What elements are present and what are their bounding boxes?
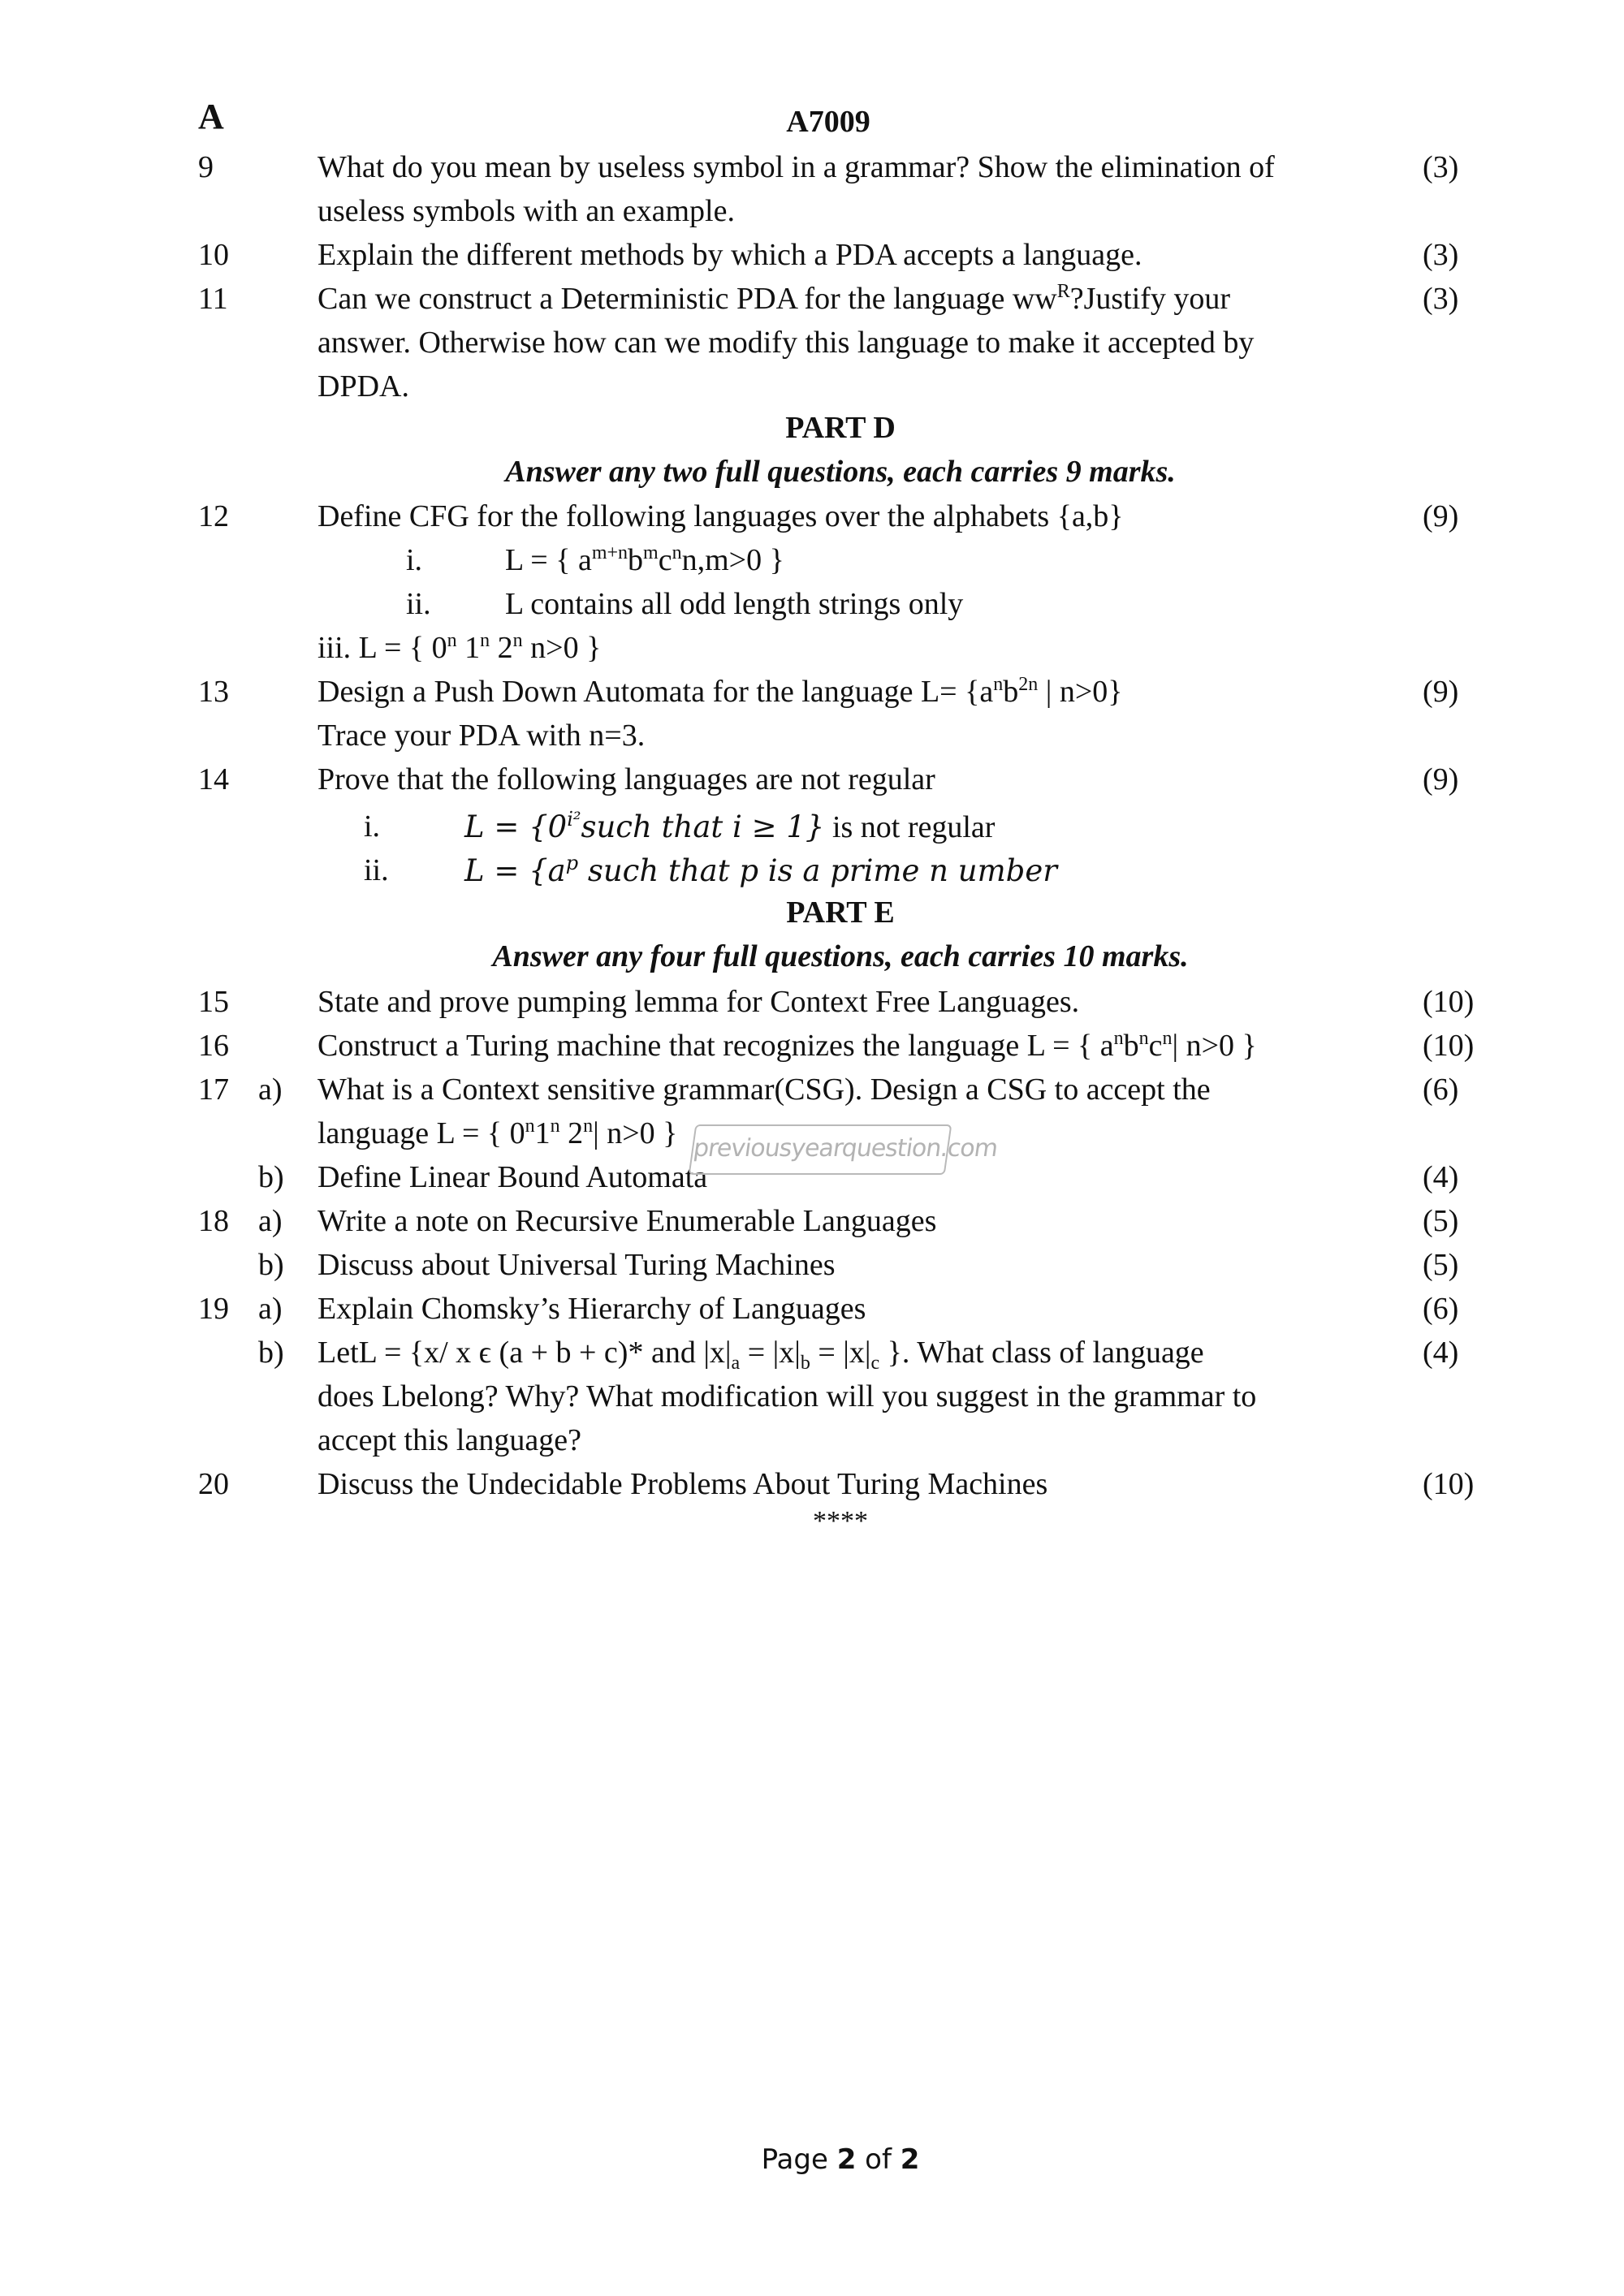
marks: (9) bbox=[1423, 762, 1459, 796]
question-text: Explain the different methods by which a PDA accepts a language. bbox=[317, 238, 1142, 272]
subpart-label: a) bbox=[258, 1292, 283, 1326]
marks: (3) bbox=[1423, 150, 1459, 184]
marks: (10) bbox=[1423, 1467, 1475, 1501]
question-number: 17 bbox=[198, 1072, 229, 1107]
subpart-label: ii. bbox=[406, 587, 431, 621]
question-number: 14 bbox=[198, 762, 229, 796]
marks: (4) bbox=[1423, 1160, 1459, 1194]
subpart-label: a) bbox=[258, 1072, 283, 1107]
question-text: State and prove pumping lemma for Context Free Languages. bbox=[317, 985, 1080, 1019]
part-e-instruction: Answer any four full questions, each carries 10 marks. bbox=[492, 939, 1189, 973]
question-number: 9 bbox=[198, 150, 214, 184]
question-text: Define CFG for the following languages over the alphabets {a,b} bbox=[317, 499, 1124, 533]
marks: (3) bbox=[1423, 238, 1459, 272]
question-text: Define Linear Bound Automata bbox=[317, 1160, 708, 1194]
question-text: What do you mean by useless symbol in a grammar? Show the elimination of bbox=[317, 150, 1275, 184]
question-number: 16 bbox=[198, 1029, 229, 1063]
marks: (6) bbox=[1423, 1072, 1459, 1107]
question-text: Design a Push Down Automata for the language $L= \{a^nb^{2n}$ | n>0} bbox=[317, 674, 1123, 709]
question-text: Discuss the Undecidable Problems About Turing Machines bbox=[317, 1467, 1048, 1501]
marks: (9) bbox=[1423, 499, 1459, 533]
question-text: Trace your PDA with n=3. bbox=[317, 719, 646, 753]
question-text: language L = { 0$^n$1$^n$ 2$^n$| n>0 } bbox=[317, 1116, 678, 1150]
marks: (6) bbox=[1423, 1292, 1459, 1326]
question-text: DPDA. bbox=[317, 369, 409, 404]
question-number: 15 bbox=[198, 985, 229, 1019]
subpart-text: iii. L = { 0$^n$ 1$^n$ 2$^n$ n>0 } bbox=[317, 630, 602, 665]
question-number: 12 bbox=[198, 499, 229, 533]
question-number: 20 bbox=[198, 1467, 229, 1501]
subpart-label: b) bbox=[258, 1336, 284, 1370]
question-text: Can we construct a Deterministic PDA for the language $ww^R?Justify$ your bbox=[317, 281, 1231, 316]
marks: (3) bbox=[1423, 282, 1459, 316]
question-text: does Lbelong? Why? What modification will you suggest in the grammar to bbox=[317, 1379, 1257, 1413]
part-d-title: PART D bbox=[785, 411, 896, 445]
marks: (5) bbox=[1423, 1204, 1459, 1238]
question-text: Discuss about Universal Turing Machines bbox=[317, 1248, 836, 1282]
subpart-label: a) bbox=[258, 1204, 283, 1238]
marks: (10) bbox=[1423, 985, 1475, 1019]
end-of-paper-mark: **** bbox=[813, 1506, 868, 1536]
marks: (4) bbox=[1423, 1336, 1459, 1370]
part-d-instruction: Answer any two full questions, each carries 9 marks. bbox=[505, 455, 1176, 489]
watermark-logo: previousyearquestion.com bbox=[689, 1124, 952, 1175]
subpart-label: b) bbox=[258, 1160, 284, 1194]
question-number: 11 bbox=[198, 282, 228, 316]
paper-code: A7009 bbox=[786, 105, 870, 139]
marks: (5) bbox=[1423, 1248, 1459, 1282]
question-text: answer. Otherwise how can we modify this language to make it accepted by bbox=[317, 326, 1255, 360]
question-number: 13 bbox=[198, 675, 229, 709]
subpart-label: b) bbox=[258, 1248, 284, 1282]
question-number: 18 bbox=[198, 1204, 229, 1238]
subpart-label: i. bbox=[364, 809, 381, 844]
question-number: 10 bbox=[198, 238, 229, 272]
question-text: Write a note on Recursive Enumerable Languages bbox=[317, 1204, 937, 1238]
subpart-text: $L = \{a^p$ such that p is a prime n umber bbox=[464, 852, 1057, 888]
question-text: Prove that the following languages are not regular bbox=[317, 762, 935, 796]
subpart-label: i. bbox=[406, 543, 423, 577]
subpart-label: ii. bbox=[364, 853, 389, 887]
question-text: useless symbols with an example. bbox=[317, 194, 735, 228]
marks: (10) bbox=[1423, 1029, 1475, 1063]
page-footer: Page 2 of 2 bbox=[761, 2143, 920, 2176]
subpart-text: L contains all odd length strings only bbox=[505, 587, 964, 621]
set-letter: A bbox=[198, 97, 224, 136]
marks: (9) bbox=[1423, 675, 1459, 709]
subpart-text: $L = \{0^{i^2}such$ that i ≥ 1} is not regular bbox=[464, 808, 996, 844]
question-text: accept this language? bbox=[317, 1423, 581, 1457]
subpart-text: L = { $a^{m+n}b^mc^nn,m>0$ } bbox=[505, 542, 784, 577]
part-e-title: PART E bbox=[786, 896, 895, 930]
question-text: Explain Chomsky’s Hierarchy of Languages bbox=[317, 1292, 866, 1326]
question-text: LetL = {x/ x ϵ (a + b + c)* and $|x|_a = |x|_b = |x|_c$ }. What class of language bbox=[317, 1336, 1204, 1374]
question-text: What is a Context sensitive grammar(CSG). Design a CSG to accept the bbox=[317, 1072, 1211, 1107]
question-number: 19 bbox=[198, 1292, 229, 1326]
question-text: Construct a Turing machine that recognizes the language L = { $a^nb^nc^n|$ n>0 } bbox=[317, 1028, 1257, 1063]
